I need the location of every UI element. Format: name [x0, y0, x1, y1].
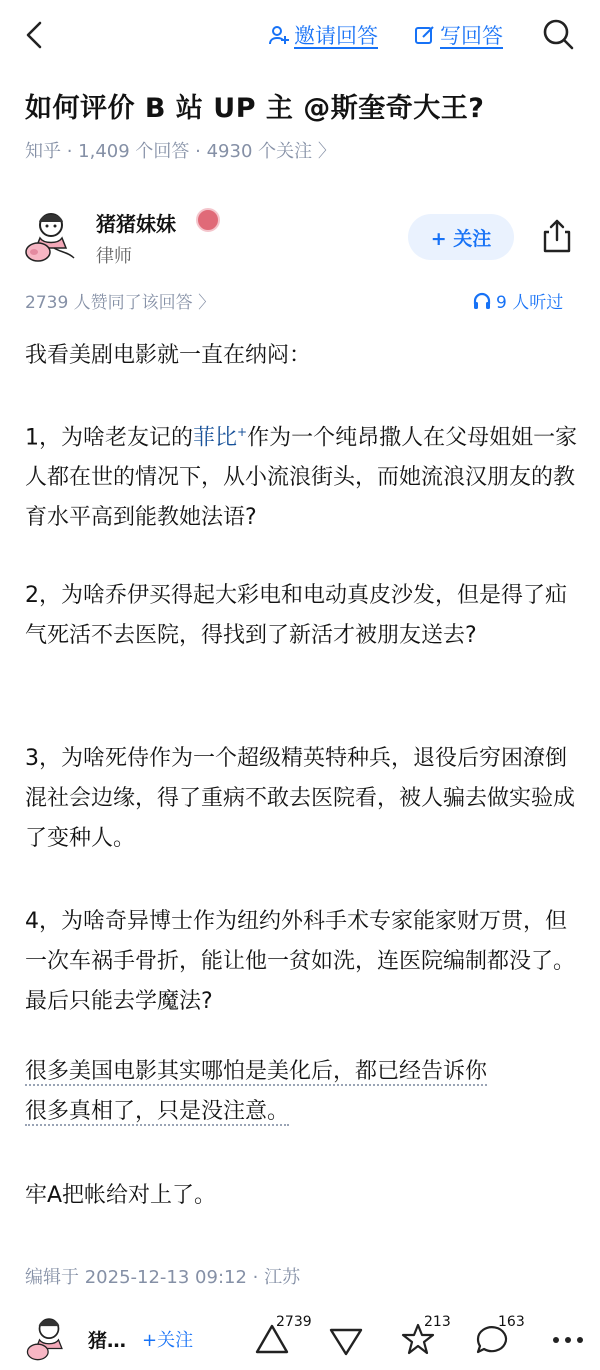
edit-icon	[414, 24, 436, 46]
invite-answer-label: 邀请回答	[294, 24, 378, 48]
highlighted-sentence-line-1[interactable]: 很多美国电影其实哪怕是美化后，都已经告诉你	[25, 1059, 488, 1084]
highlighted-sentence-line-2[interactable]: 很多真相了，只是没注意。	[25, 1099, 290, 1124]
answer-paragraph-7: 牢A把帐给对上了。	[25, 1183, 217, 1208]
answer-paragraph-6	[25, 1052, 580, 1132]
avatar[interactable]	[24, 1314, 74, 1364]
verified-badge-icon	[196, 208, 220, 232]
author-header	[0, 200, 600, 280]
paragraph-text: 1，为啥老友记的	[25, 425, 193, 451]
comment-count: 163	[498, 1314, 525, 1330]
answer-paragraph-4: 3，为啥死侍作为一个超级精英特种兵，退役后穷困潦倒混社会边缘，得了重病不敢去医院看，被人骗去做实验成了变种人。	[25, 746, 576, 851]
keyword-link[interactable]: 菲比	[193, 425, 238, 451]
person-plus-icon	[268, 24, 290, 46]
share-icon[interactable]	[540, 218, 574, 254]
listen-button[interactable]	[472, 288, 563, 313]
favorite-count: 213	[424, 1314, 451, 1330]
headphones-icon	[472, 291, 492, 311]
follow-button[interactable]: +关注	[142, 1330, 194, 1351]
author-title: 律师	[96, 246, 132, 267]
answer-paragraph-1: 我看美剧电影就一直在纳闷：	[25, 343, 312, 368]
question-title[interactable]: 如何评价 B 站 UP 主 @斯奎奇大王?	[25, 93, 485, 124]
author-name-short[interactable]: 猪…	[88, 1330, 127, 1352]
follow-button[interactable]: + 关注	[408, 214, 514, 260]
listen-count: 9 人听过	[496, 293, 564, 313]
paragraph-text: 作为一个纯昂撒人在父母姐姐一家人都在世的情况下，从小流浪街头，而她流浪汉朋友的教育水平高到能教她法语?	[25, 425, 578, 531]
question-meta[interactable]: 知乎 · 1,409 个回答 · 4930 个关注 〉	[25, 141, 336, 162]
answer-paragraph-3: 2，为啥乔伊买得起大彩电和电动真皮沙发，但是得了疝气死活不去医院，得找到了新活才被朋友送去?	[25, 583, 567, 648]
answer-paragraph-5: 4，为啥奇异博士作为纽约外科手术专家能家财万贯，但一次车祸手骨折，能让他一贫如洗，连医院编制都没了。最后只能去学魔法?	[25, 909, 576, 1014]
likes-summary[interactable]: 2739 人赞同了该回答 〉	[25, 293, 216, 313]
avatar[interactable]	[24, 208, 78, 266]
link-marker-icon: +	[237, 425, 248, 439]
write-answer-label: 写回答	[440, 24, 503, 48]
top-bar	[0, 0, 600, 72]
write-answer-button[interactable]	[414, 20, 503, 50]
upvote-count: 2739	[276, 1314, 312, 1330]
bottom-action-bar	[0, 1300, 600, 1370]
back-arrow-icon[interactable]	[18, 18, 52, 52]
downvote-icon[interactable]	[328, 1326, 364, 1356]
author-name[interactable]: 猪猪妹妹	[96, 212, 176, 236]
answer-paragraph-2	[25, 412, 580, 538]
search-icon[interactable]	[540, 16, 576, 52]
invite-answer-button[interactable]	[268, 20, 378, 50]
edit-timestamp: 编辑于 2025-12-13 09:12 · 江苏	[25, 1267, 301, 1288]
more-options-icon[interactable]	[548, 1328, 588, 1352]
